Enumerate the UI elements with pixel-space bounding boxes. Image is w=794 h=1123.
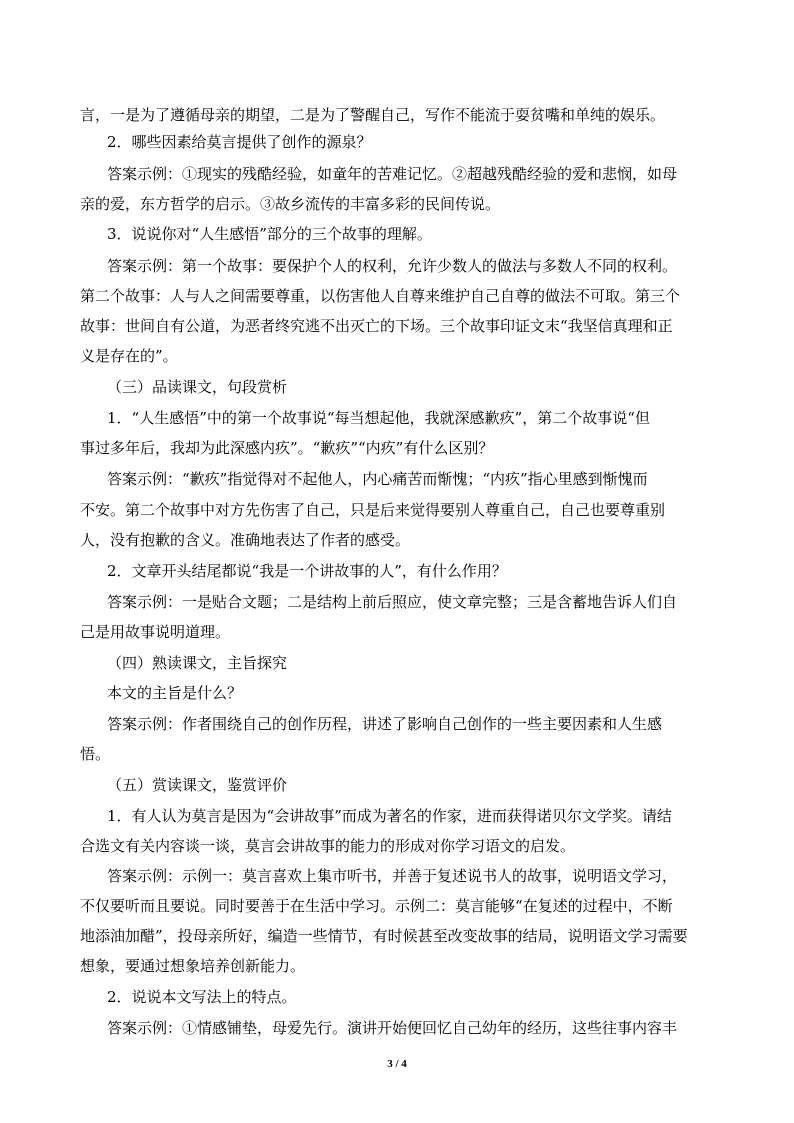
question-line: 本文的主旨是什么？ (107, 684, 243, 702)
section-heading: （三）品读课文，句段赏析 (107, 378, 288, 396)
text-line: 悟。 (80, 745, 111, 763)
answer-line: 答案示例：一是贴合文题；二是结构上前后照应，使文章完整；三是含蓄地告诉人们自 (107, 593, 678, 611)
answer-line: 答案示例：作者围绕自己的创作历程，讲述了影响自己创作的一些主要因素和人生感 (107, 715, 663, 733)
section-heading: （四）熟读课文，主旨探究 (107, 654, 288, 672)
text-line: 己是用故事说明道理。 (80, 623, 231, 641)
text-line: 第二个故事：人与人之间需要尊重，以伤害他人自尊来维护自己自尊的做法不可取。第三个 (80, 287, 681, 305)
answer-line: 答案示例：①情感铺垫，母爱先行。演讲开始便回忆自己幼年的经历，这些往事内容丰 (107, 1019, 678, 1037)
answer-line: 答案示例：示例一：莫言喜欢上集市听书，并善于复述说书人的故事，说明语文学习， (107, 867, 678, 885)
text-line: 不安。第二个故事中对方先伤害了自己，只是后来觉得要别人尊重自己，自己也要尊重别 (80, 501, 666, 519)
answer-line: 答案示例：①现实的残酷经验，如童年的苦难记忆。②超越残酷经验的爱和悲悯，如母 (107, 165, 678, 183)
question-line: 1．有人认为莫言是因为“会讲故事”而成为著名的作家，进而获得诺贝尔文学奖。请结 (107, 807, 672, 825)
text-line: 亲的爱，东方哲学的启示。③故乡流传的丰富多彩的民间传说。 (80, 195, 501, 213)
question-line: 3．说说你对“人生感悟”部分的三个故事的理解。 (107, 225, 432, 243)
text-line: 不仅要听而且要说。同时要善于在生活中学习。示例二：莫言能够“在复述的过程中，不断 (80, 897, 673, 915)
section-heading: （五）赏读课文，鉴赏评价 (107, 776, 288, 794)
text-line: 事过多年后，我却为此深感内疚”。“歉疚”“内疚”有什么区别？ (80, 439, 494, 457)
answer-line: 答案示例：“歉疚”指觉得对不起他人，内心痛苦而惭愧；“内疚”指心里感到惭愧而 (107, 470, 648, 488)
page-number: 3 / 4 (387, 1058, 407, 1070)
text-line: 义是存在的”。 (80, 347, 178, 365)
answer-line: 答案示例：第一个故事：要保护个人的权利，允许少数人的做法与多数人不同的权利。 (107, 257, 678, 275)
text-line: 故事：世间自有公道，为恶者终究逃不出灭亡的下场。三个故事印证文末“我坚信真理和正 (80, 317, 673, 335)
question-line: 2．文章开头结尾都说“我是一个讲故事的人”，有什么作用？ (107, 562, 507, 580)
question-line: 1．“人生感悟”中的第一个故事说“每当想起他，我就深感歉疚”，第二个故事说“但 (107, 409, 650, 427)
text-line: 合选文有关内容谈一谈，莫言会讲故事的能力的形成对你学习语文的启发。 (80, 837, 576, 855)
text-line: 言，一是为了遵循母亲的期望，二是为了警醒自己，写作不能流于耍贫嘴和单纯的娱乐。 (80, 106, 666, 124)
question-line: 2．哪些因素给莫言提供了创作的源泉？ (107, 133, 372, 151)
text-line: 人，没有抱歉的含义。准确地表达了作者的感受。 (80, 531, 411, 549)
question-line: 2．说说本文写法上的特点。 (107, 988, 297, 1006)
text-line: 地添油加醋”，投母亲所好，编造一些情节，有时候甚至改变故事的结局，说明语文学习需要 (80, 927, 688, 945)
text-line: 想象，要通过想象培养创新能力。 (80, 957, 306, 975)
